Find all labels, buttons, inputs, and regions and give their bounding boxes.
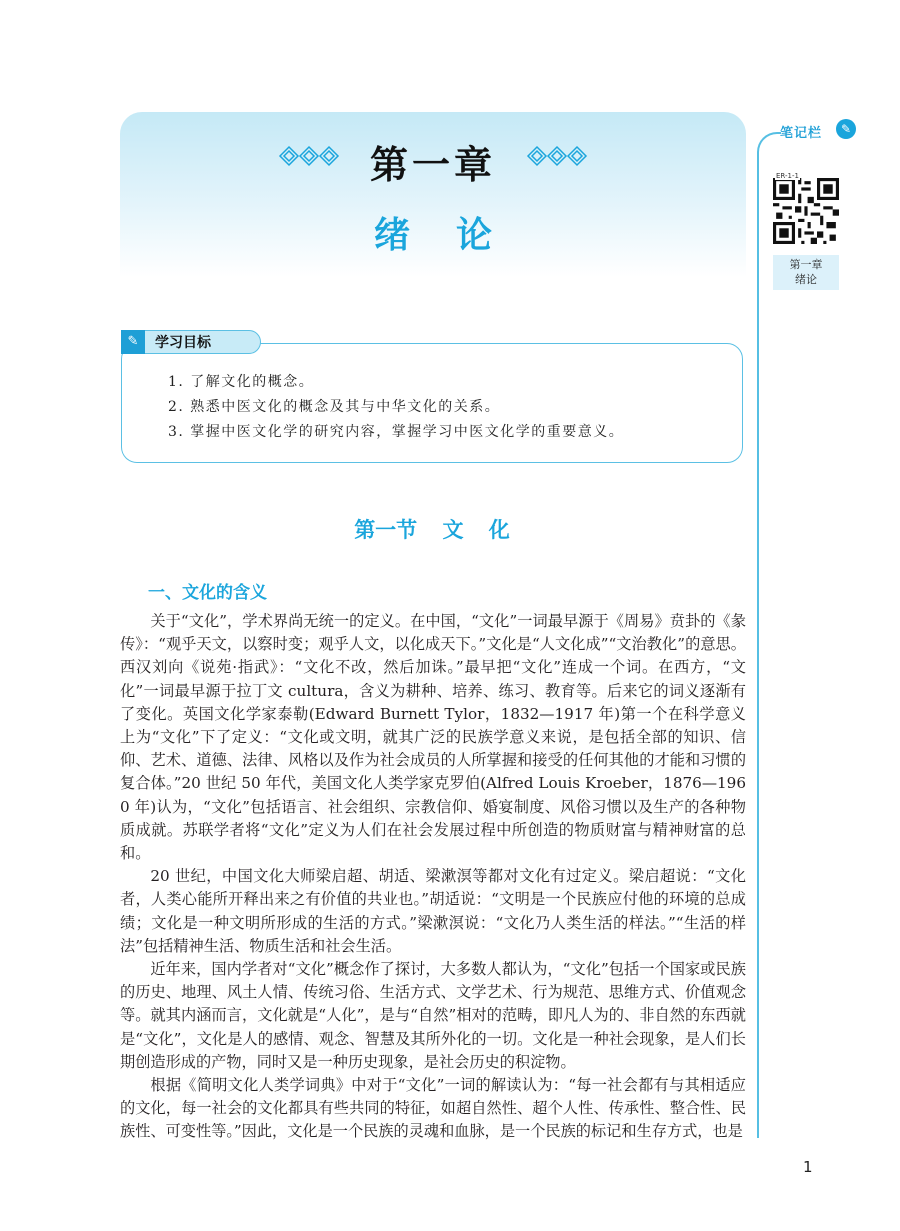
- paragraph: 根据《简明文化人类学词典》中对于“文化”一词的解读认为：“每一社会都有与其相适应的文化，每一社会的文化都具有些共同的特征，如超自然性、超个人性、传承性、整合性、民族性、可变性等。”因此，文化是一个民族的灵魂和血脉，是一个民族的标记和生存方式，也是: [120, 1076, 746, 1141]
- paragraph: 20 世纪，中国文化大师梁启超、胡适、梁漱溟等都对文化有过定义。梁启超说：“文化者，人类心能所开释出来之有价值的共业也。”胡适说：“文明是一个民族应付他的环境的总成绩；文化是一种文明所形成的生活的方式。”梁漱溟说：“文化乃人类生活的样法。”“生活的样法”包括精神生活、物质生活和社会生活。: [120, 867, 746, 955]
- diamond-ornament-right: [526, 145, 588, 167]
- paragraph: 近年来，国内学者对“文化”概念作了探讨，大多数人都认为，“文化”包括一个国家或民族的历史、地理、风土人情、传统习俗、生活方式、文学艺术、行为规范、思维方式、价值观念等。就其内涵而言，文化就是“人化”，是与“自然”相对的范畴，即凡人为的、非自然的东西就是“文化”，文化是人的感情、观念、智慧及其所外化的一切。文化是一种社会现象，是人们长期创造形成的产物，同时又是一种历史现象，是社会历史的积淀物。: [120, 960, 746, 1071]
- notes-column-label: 笔记栏: [780, 126, 823, 141]
- objective-item: 2. 熟悉中医文化的概念及其与中华文化的关系。: [168, 399, 501, 415]
- sidebar-corner: [757, 132, 781, 156]
- pen-icon: ✎: [121, 330, 145, 354]
- body-text: [120, 610, 746, 1144]
- objectives-list: [168, 370, 624, 445]
- page-number: 1: [803, 1158, 813, 1176]
- qr-caption-line1: 第一章: [789, 258, 823, 271]
- qr-code[interactable]: [773, 178, 839, 244]
- paragraph: 关于“文化”，学术界尚无统一的定义。在中国，“文化”一词最早源于《周易》贲卦的《彖传》：“观乎天文，以察时变；观乎人文，以化成天下。”文化是“人文化成”“文治教化”的意思。西汉刘向《说苑·指武》：“文化不改，然后加诛。”最早把“文化”连成一个词。在西方，“文化”一词最早源于拉丁文 cultura，含义为耕种、培养、练习、教育等。后来它的词义逐渐有了变化。英国文化学家泰勒(Edward Burnett Tylor，1832—1917 年)第一个在科学意义上为“文化”下了定义：“文化或文明，就其广泛的民族学意义来说，是包括全部的知识、信仰、艺术、道德、法律、风格以及作为社会成员的人所掌握和接受的任何其他的才能和习惯的复合体。”20 世纪 50 年代，美国文化人类学家克罗伯(Alfred Louis Kroeber，1876—1960 年)认为，“文化”包括语言、社会组织、宗教信仰、婚宴制度、风俗习惯以及生产的各种物质成就。苏联学者将“文化”定义为人们在社会发展过程中所创造的物质财富与精神财富的总和。: [120, 612, 746, 863]
- objectives-label: 学习目标: [155, 335, 211, 351]
- sidebar-divider: [757, 153, 759, 1138]
- chapter-banner: [120, 112, 746, 277]
- section-title: 第一节 文 化: [354, 518, 510, 542]
- subsection-heading: 一、文化的含义: [148, 583, 267, 603]
- note-icon: ✎: [836, 119, 856, 139]
- objective-item: 1. 了解文化的概念。: [168, 374, 315, 390]
- chapter-title: 第一章: [369, 143, 496, 187]
- qr-caption-line2: 绪论: [795, 273, 817, 286]
- objective-item: 3. 掌握中医文化学的研究内容，掌握学习中医文化学的重要意义。: [168, 424, 625, 440]
- qr-caption: [773, 255, 839, 290]
- chapter-subtitle: 绪论: [373, 215, 538, 256]
- qr-tag: ER-1-1: [776, 172, 799, 180]
